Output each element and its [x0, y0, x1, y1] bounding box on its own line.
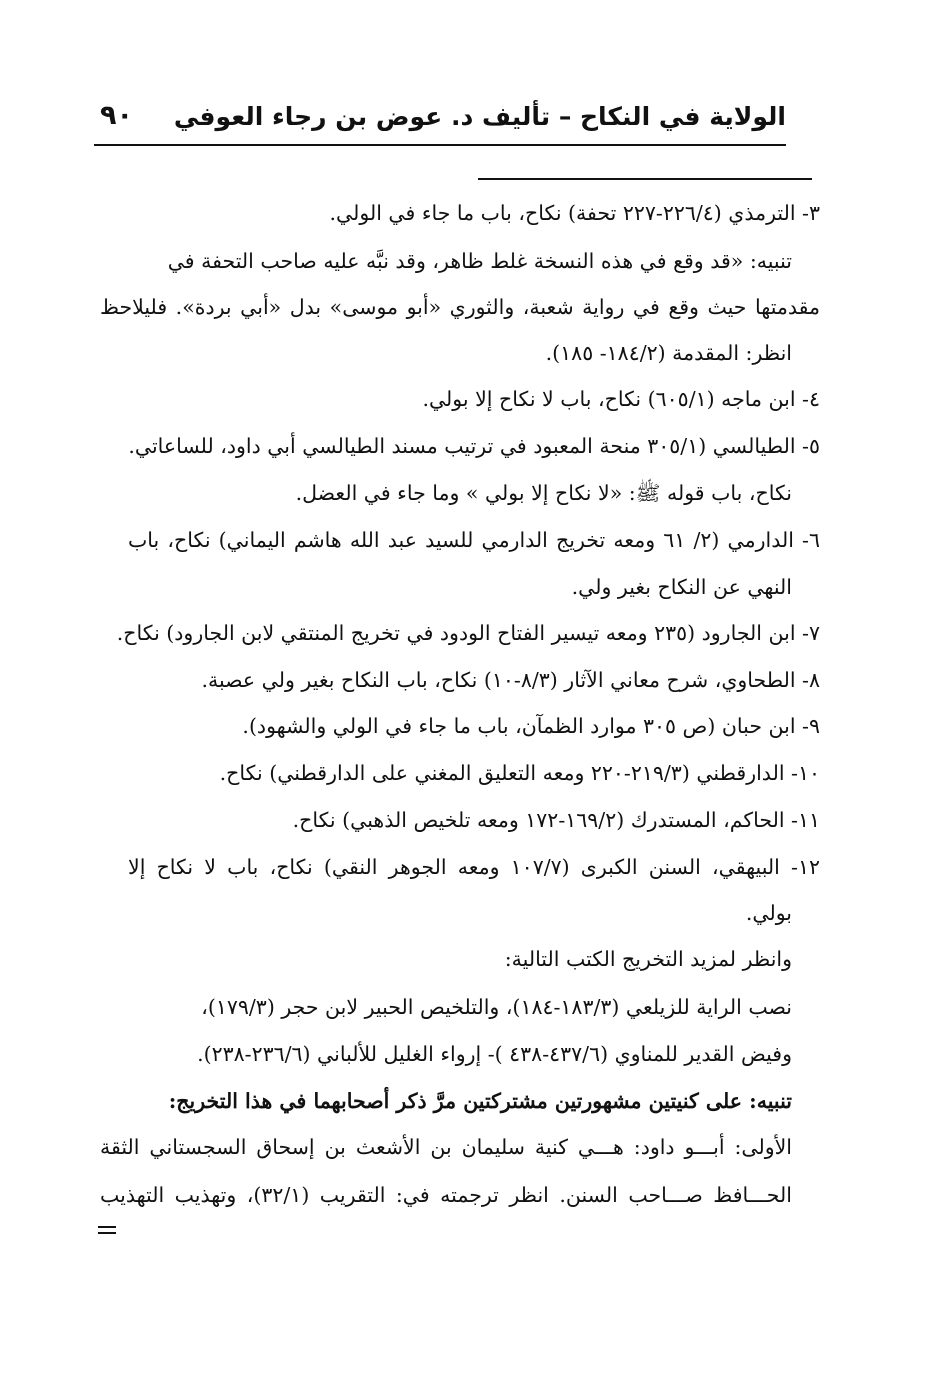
footnote-line: نصب الراية للزيلعي (١٨٣/٣-١٨٤)، والتلخيص الحبير لابن حجر (١٧٩/٣)،	[201, 995, 792, 1019]
footnote-line: وانظر لمزيد التخريج الكتب التالية:	[504, 947, 792, 971]
footnote-line: الحـــافظ صـــاحب السنن. انظر ترجمته في: التقريب (٣٢/١)، وتهذيب التهذيب	[100, 1183, 792, 1207]
footnote-line: انظر: المقدمة (١٨٤/٢- ١٨٥).	[545, 341, 792, 365]
page-number: ٩٠	[100, 100, 133, 131]
footnote-line: وفيض القدير للمناوي (٤٣٧/٦-٤٣٨ )- إرواء الغليل للألباني (٢٣٦/٦-٢٣٨).	[197, 1042, 792, 1066]
footnote-line: النهي عن النكاح بغير ولي.	[571, 575, 792, 599]
footnote-line: نكاح، باب قوله ﷺ: «لا نكاح إلا بولي » وما جاء في العضل.	[295, 481, 792, 505]
footnote-line: ٧- ابن الجارود (٢٣٥ ومعه تيسير الفتاح الودود في تخريج المنتقي لابن الجارود) نكاح.	[116, 621, 820, 645]
footnote-line: ١٠- الدارقطني (٢١٩/٣-٢٢٠ ومعه التعليق المغني على الدارقطني) نكاح.	[219, 761, 820, 785]
footnote-line: بولي.	[745, 901, 792, 925]
footnote-line: ٦- الدارمي (٢/ ٦١ ومعه تخريج الدارمي للسيد عبد الله هاشم اليماني) نكاح، باب	[128, 528, 820, 552]
footnote-line: ٩- ابن حبان (ص ٣٠٥ موارد الظمآن، باب ما جاء في الولي والشهود).	[242, 714, 820, 738]
footnote-line: ١٢- البيهقي، السنن الكبرى (١٠٧/٧ ومعه الجوهر النقي) نكاح، باب لا نكاح إلا	[128, 855, 820, 879]
footnote-line: ٣- الترمذي (٢٢٦/٤-٢٢٧ تحفة) نكاح، باب ما جاء في الولي.	[329, 201, 820, 225]
footnote-line: مقدمتها حيث وقع في رواية شعبة، والثوري «أبو موسى» بدل «أبي بردة». فليلاحظ	[100, 295, 820, 319]
footnote-line: تنبيه: على كنيتين مشهورتين مشتركتين مرَّ ذكر أصحابهما في هذا التخريج:	[168, 1089, 792, 1113]
header-title: الولاية في النكاح – تأليف د. عوض بن رجاء العوفي	[173, 102, 786, 131]
footnote-line: تنبيه: «قد وقع في هذه النسخة غلط ظاهر، وقد نبَّه عليه صاحب التحفة في	[167, 249, 792, 273]
footnote-line: ٨- الطحاوي، شرح معاني الآثار (٨/٣-١٠) نكاح، باب النكاح بغير ولي عصبة.	[201, 668, 820, 692]
footnote-line: ١١- الحاكم، المستدرك (١٦٩/٢-١٧٢ ومعه تلخيص الذهبي) نكاح.	[292, 808, 820, 832]
footnote-line: ٥- الطيالسي (٣٠٥/١ منحة المعبود في ترتيب مسند الطيالسي أبي داود، للساعاتي.	[128, 434, 820, 458]
footnote-line: الأولى: أبـــو داود: هـــي كنية سليمان بن الأشعث بن إسحاق السجستاني الثقة	[100, 1135, 792, 1159]
continuation-mark	[98, 1226, 116, 1234]
footnote-line: ٤- ابن ماجه (٦٠٥/١) نكاح، باب لا نكاح إلا بولي.	[422, 387, 820, 411]
